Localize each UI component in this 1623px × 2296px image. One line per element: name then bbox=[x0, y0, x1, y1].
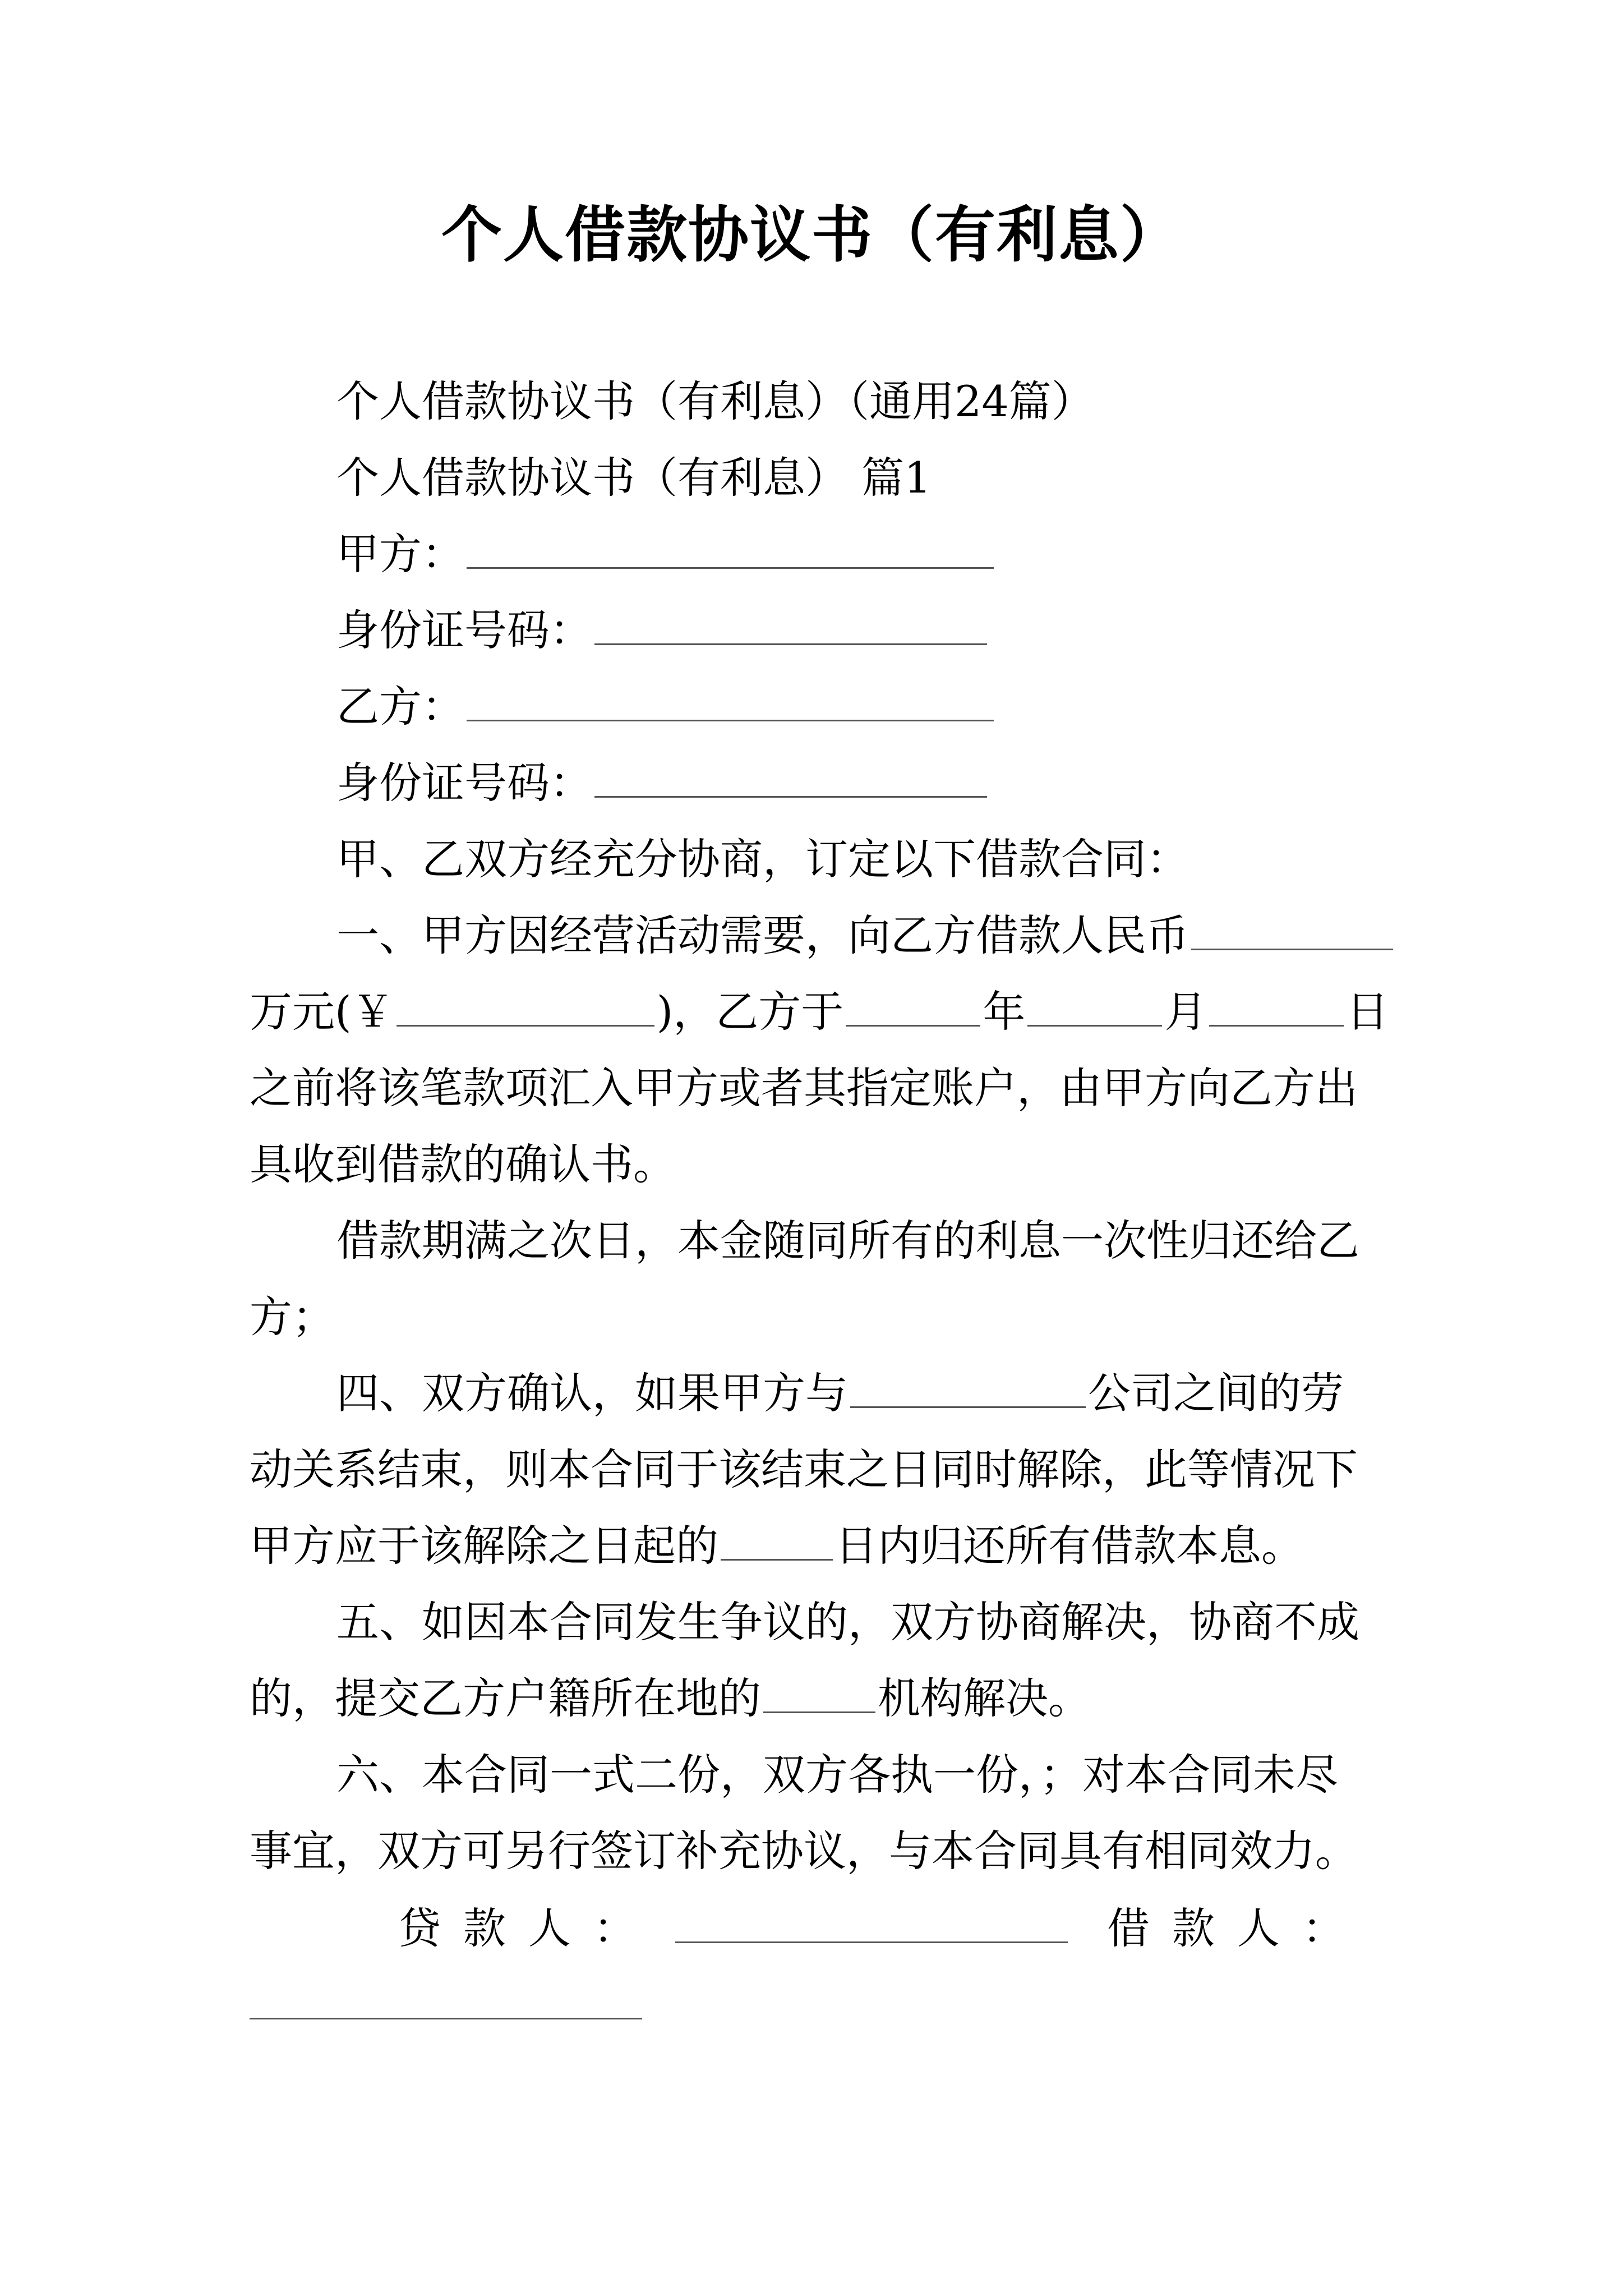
clause1-line2 bbox=[250, 985, 1389, 1039]
party-b-id-label: 身份证号码： bbox=[336, 758, 592, 808]
subtitle-all: 个人借款协议书（有利息）（通用24篇） bbox=[336, 376, 1094, 426]
amount-unit-text: 万元(￥ bbox=[250, 987, 394, 1037]
clause5-line2 bbox=[250, 1672, 1385, 1726]
company-blank[interactable] bbox=[850, 1375, 1086, 1408]
day-label: 日 bbox=[1346, 987, 1389, 1037]
year-blank[interactable] bbox=[846, 993, 980, 1027]
clause1-line1 bbox=[336, 909, 1385, 963]
party-a-label: 甲方： bbox=[336, 529, 464, 579]
clause5-line1: 五、如因本合同发生争议的，双方协商解决，协商不成 bbox=[336, 1597, 1359, 1647]
party-b-label: 乙方： bbox=[336, 682, 464, 731]
clause4-line2: 动关系结束，则本合同于该结束之日同时解除，此等情况下 bbox=[250, 1444, 1358, 1494]
borrower-signature-row bbox=[250, 1978, 1385, 2032]
clause4-line3 bbox=[250, 1519, 1385, 1573]
clause4-text-a: 四、双方确认，如果甲方与 bbox=[336, 1368, 848, 1418]
repayment-line1: 借款期满之次日，本金随同所有的利息一次性归还给乙 bbox=[336, 1216, 1359, 1266]
clause1-line3: 之前将该笔款项汇入甲方或者其指定账户，由甲方向乙方出 bbox=[250, 1063, 1358, 1113]
day-blank[interactable] bbox=[1209, 993, 1344, 1027]
party-a-blank[interactable] bbox=[467, 536, 994, 569]
clause1-text: 一、甲方因经营活动需要，向乙方借款人民币 bbox=[336, 910, 1189, 960]
clause6-line1: 六、本合同一式二份，双方各执一份，；对本合同未尽 bbox=[336, 1750, 1338, 1800]
clause5-text-b: 机构解决。 bbox=[878, 1673, 1091, 1723]
party-a-id-row bbox=[336, 604, 1385, 657]
party-b-blank[interactable] bbox=[467, 688, 994, 721]
year-label: 年 bbox=[983, 987, 1026, 1037]
party-b-id-blank[interactable] bbox=[594, 765, 987, 798]
lender-label: 贷款人： bbox=[398, 1903, 658, 1953]
clause4-text-d: 日内归还所有借款本息。 bbox=[835, 1521, 1304, 1571]
party-a-row bbox=[336, 527, 1385, 581]
signature-row bbox=[398, 1902, 1385, 1955]
repayment-line2: 方； bbox=[250, 1292, 335, 1342]
clause4-text-b: 公司之间的劳 bbox=[1088, 1368, 1344, 1418]
month-blank[interactable] bbox=[1027, 993, 1162, 1027]
clause5-text-a: 的，提交乙方户籍所在地的 bbox=[250, 1673, 761, 1723]
borrower-label: 借款人： bbox=[1107, 1903, 1367, 1953]
borrower-signature-blank[interactable] bbox=[250, 1986, 642, 2019]
document-title: 个人借款协议书（有利息） bbox=[441, 200, 1182, 270]
party-b-date-text: )，乙方于 bbox=[656, 987, 844, 1037]
clause6-line2: 事宜，双方可另行签订补充协议，与本合同具有相同效力。 bbox=[250, 1826, 1358, 1876]
clause4-text-c: 甲方应于该解除之日起的 bbox=[250, 1521, 718, 1571]
party-a-id-blank[interactable] bbox=[594, 612, 987, 645]
repay-days-blank[interactable] bbox=[721, 1527, 833, 1561]
month-label: 月 bbox=[1164, 987, 1207, 1037]
loan-amount-blank[interactable] bbox=[1191, 917, 1393, 950]
party-a-id-label: 身份证号码： bbox=[336, 605, 592, 655]
party-b-row bbox=[336, 680, 1385, 734]
amount-figure-blank[interactable] bbox=[396, 993, 654, 1027]
arbitration-blank[interactable] bbox=[763, 1680, 875, 1713]
lender-signature-blank[interactable] bbox=[675, 1910, 1068, 1943]
subtitle-part: 个人借款协议书（有利息） 篇1 bbox=[336, 453, 932, 503]
clause4-line1 bbox=[336, 1366, 1385, 1420]
party-b-id-row bbox=[336, 756, 1385, 810]
clause1-line4: 具收到借款的确认书。 bbox=[250, 1139, 676, 1189]
intro-paragraph: 甲、乙双方经充分协商，订定以下借款合同： bbox=[336, 834, 1189, 884]
